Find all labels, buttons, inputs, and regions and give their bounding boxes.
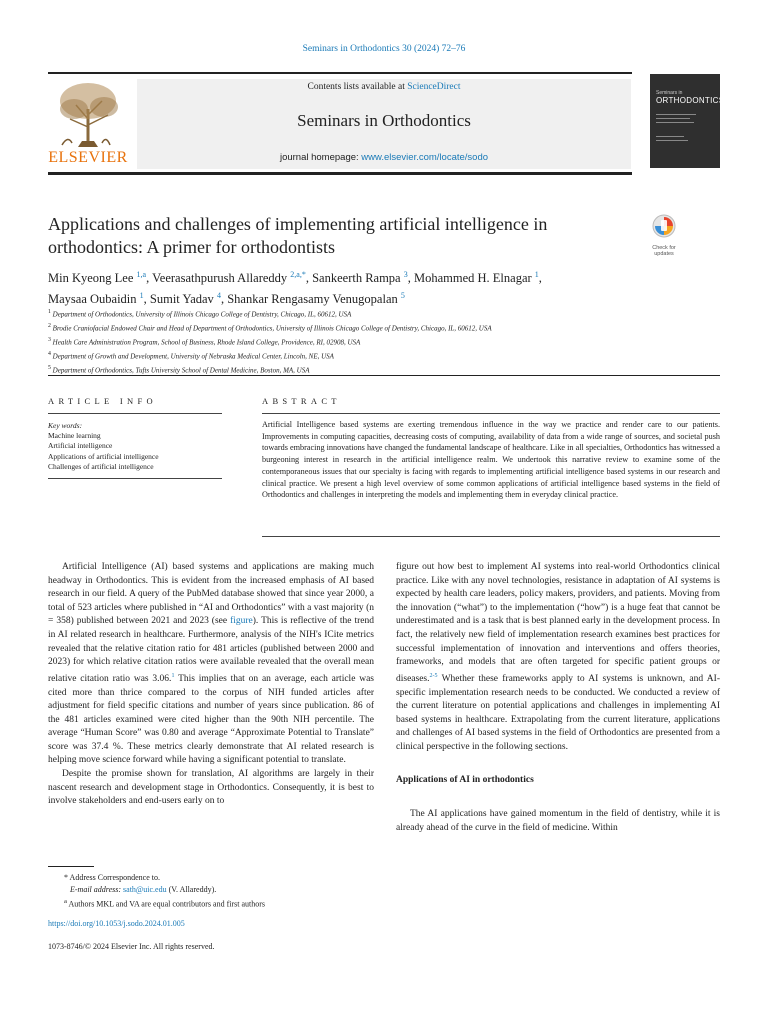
cover-line [656, 114, 696, 115]
cover-line [656, 118, 690, 119]
author[interactable]: Veerasathpurush Allareddy $^{2,a,*}$ [152, 270, 306, 286]
body-column-left [48, 561, 374, 809]
affiliation-item: $^5$ Department of Orthodontics, Tufts University School of Dental Medicine, Boston, MA, USA [48, 365, 310, 375]
figure-link[interactable]: figure [230, 616, 253, 627]
journal-banner [137, 79, 631, 169]
sciencedirect-link[interactable]: ScienceDirect [407, 82, 461, 92]
keyword[interactable]: Machine learning [48, 431, 101, 441]
footnote-rule [48, 866, 94, 867]
equal-contribution-note: $^a$ Authors MKL and VA are equal contributors and first authors [64, 898, 266, 909]
affiliation-item: $^1$ Department of Orthodontics, University of Illinois Chicago College of Dentistry, Chicago, IL, 60612, USA [48, 309, 352, 319]
email-note: E-mail address: sath@uic.edu (V. Allareddy). [70, 885, 217, 894]
journal-homepage-line: journal homepage: www.elsevier.com/locate/sodo [279, 152, 489, 163]
reference-link[interactable]: 2-5 [429, 672, 438, 679]
author[interactable]: Shankar Rengasamy Venugopalan $^5$ [227, 291, 405, 307]
article-info-heading: ARTICLE INFO [48, 396, 157, 406]
author[interactable]: Sumit Yadav $^4$ [149, 291, 221, 307]
body-paragraph: The AI applications have gained momentum in the field of dentistry, while it is already ahead of the curve in the field of medicine. Within [396, 809, 720, 833]
keywords-label: Key words: [48, 421, 83, 430]
keyword[interactable]: Applications of artificial intelligence [48, 451, 159, 461]
keywords-block [48, 421, 222, 472]
abstract-heading: ABSTRACT [262, 396, 341, 406]
author[interactable]: Maysaa Oubaidin $^1$ [48, 291, 144, 307]
footnotes [48, 872, 388, 911]
journal-homepage-link[interactable]: www.elsevier.com/locate/sodo [361, 152, 489, 163]
crossmark-label-2: updates [654, 251, 674, 257]
elsevier-logo[interactable] [48, 79, 128, 167]
section-rule [48, 375, 720, 376]
affiliations [48, 307, 708, 377]
elsevier-wordmark: ELSEVIER [48, 149, 128, 166]
author-list: Min Kyeong Lee $^{1,a}$, Veerasathpurush Allareddy $^{2,a,*}$, Sankeerth Rampa $^3$, Mohammed H. Elnagar $^1$, Maysaa Oubaidin $^1$, Sumit Yadav $^4$, Shankar Rengasamy Venugopalan $^5$ [48, 270, 542, 307]
article-info-rule-bottom [48, 478, 222, 479]
doi-link[interactable]: https://doi.org/10.1053/j.sodo.2024.01.005 [48, 919, 185, 928]
affiliation-item: $^4$ Department of Growth and Development, University of Nebraska Medical Center, Lincoln, NE, USA [48, 351, 334, 361]
reference-link[interactable]: 1 [171, 672, 175, 679]
cover-journal-text: ORTHODONTICS [656, 96, 725, 105]
email-link[interactable]: sath@uic.edu [123, 885, 167, 894]
body-paragraph: Artificial Intelligence (AI) based systems and applications are making much headway in Orthodontics. This is evident from the increased emphasis of AI based research in our field. A query of the PubMed database showed that since year 2000, a total of 523 articles where published in “AI and Orthodontics” with a vast majority (n = 358) published between 2021 and 2023 (see figure). This is reflective of the trend in AI related research in healthcare. Furthermore, analysis of the NIH's ICite metrics revealed that the relative citation ratio for 481 articles (published between 2000 and 2023) for which relative citation ratios were available revealed that the overall mean relative citation ratio was 3.06.$^1$ This implies that on an average, each article was cited more than thrice compared to the corpus of NIH funded articles after adjustment for field specific citations and number of years since publication. 86 of the 481 articles examined were cited higher than the 90th NIH percentile. The average “Human Score” was 0.80 and average “Approximate Potential to Translate” score was 37.4 %. These metrics clearly demonstrate that AI related research is helping move science forward while having a significant potential to translate. [48, 562, 375, 766]
author[interactable]: Sankeerth Rampa $^3$ [312, 270, 408, 286]
body-paragraph: Despite the promise shown for translation, AI algorithms are largely in their nascent research and development stage in Orthodontics. Consequently, it is best to involve stakeholders and end-users early on to [48, 769, 374, 807]
article-title: Applications and challenges of implementing artificial intelligence in orthodontics: A primer for orthodontists [48, 214, 548, 257]
author[interactable]: Min Kyeong Lee $^{1,a}$ [48, 270, 147, 286]
abstract-rule-bottom [262, 536, 720, 537]
body-paragraph: figure out how best to implement AI systems into real-world Orthodontics clinical practice. Like with any novel technologies, resistance in adaptation of AI systems is expected by health care leaders, policy makers, providers, and patients. Moving from the innovation (“what”) to the implementation (“how”) is a huge feat that cannot be underestimated and is a task that is best planned early in the development process. In fact, the relatively new field of implementation research examines best practices for successful implementation of innovation and interventions and offers theories, frameworks, and models that are often targeted for specific patient groups or diseases.$^{2-5}$ Whether these frameworks apply to AI systems is unknown, and AI-specific implementation research needs to be conducted. We conducted a review of the current literature on potential applications and challenges in implementing AI based systems in healthcare. Extrapolating from the current literature, applications and challenges of AI based systems in the field of Orthodontics are presented from a clinical perspective in the following sections. [396, 562, 720, 752]
elsevier-tree-icon [48, 79, 128, 149]
affiliation-item: $^3$ Health Care Administration Program, School of Business, Rhode Island College, Providence, RI, 02908, USA [48, 337, 361, 347]
journal-name: Seminars in Orthodontics [297, 111, 471, 130]
cover-series-text: Seminars in [656, 90, 683, 96]
crossmark-label-1: Check for [652, 245, 676, 251]
body-column-right [396, 561, 720, 835]
journal-citation-link[interactable]: Seminars in Orthodontics 30 (2024) 72–76 [302, 44, 466, 54]
cover-line [656, 122, 694, 123]
article-info-rule [48, 413, 222, 414]
cover-line [656, 136, 684, 137]
journal-cover-image[interactable] [650, 74, 725, 168]
correspondence-note: * Address Correspondence to. [64, 873, 160, 882]
header-rule-thick [48, 172, 632, 175]
copyright-notice: 1073-8746/© 2024 Elsevier Inc. All rights reserved. [48, 942, 215, 951]
keyword[interactable]: Artificial intelligence [48, 441, 113, 451]
author[interactable]: Mohammed H. Elnagar $^1$ [413, 270, 539, 286]
abstract-text: Artificial Intelligence based systems are exerting tremendous influence in the way we practice and render care to our patients. Improvements in computing capacities, decreasing costs of computing, availability of data from a wide range of sources, and societal push towards embracing innovations have changed the fundamental landscape of healthcare. Like in all specialties, Orthodontics has witnessed a burgeoning interest in research in the artificial intelligence realm. We undertook this narrative review to examine some of the contemporaneous issues that our specialty is facing with regards to implementing artificial intelligence based systems in our research and clinical practice. We present a high level overview of some common applications of artificial intelligence based systems in the field of Orthodontics and challenges in interpreting the models and implementing them in everyday clinical practice. [262, 420, 720, 500]
abstract-rule [262, 413, 720, 414]
section-heading: Applications of AI in orthodontics [396, 775, 534, 786]
crossmark-icon [652, 214, 676, 240]
cover-line [656, 140, 688, 141]
contents-available-line: Contents lists available at ScienceDirect [307, 82, 461, 92]
header-rule [48, 72, 632, 74]
check-for-updates-button[interactable] [644, 214, 684, 257]
affiliation-item: $^2$ Brodie Craniofacial Endowed Chair and Head of Department of Orthodontics, University of Illinois Chicago College of Dentistry, Chicago, IL, 60612, USA [48, 323, 492, 333]
keyword[interactable]: Challenges of artificial intelligence [48, 461, 154, 471]
